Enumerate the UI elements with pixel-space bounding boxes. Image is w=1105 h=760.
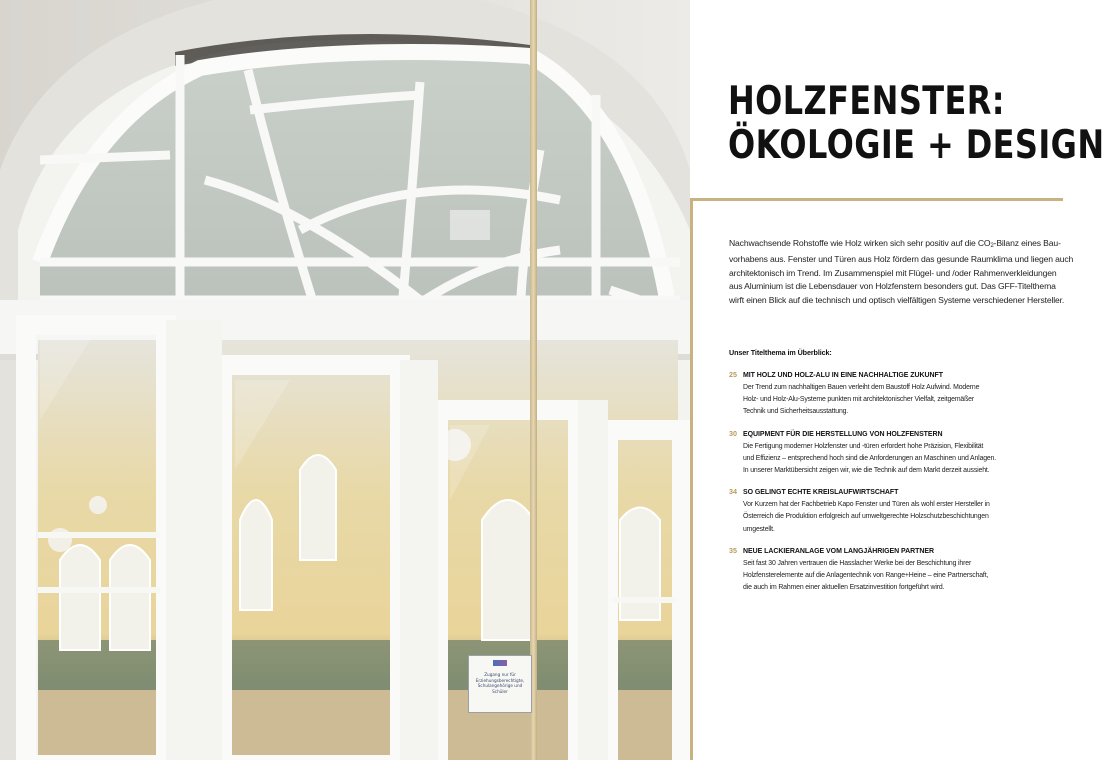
table-of-contents <box>729 370 1049 604</box>
gold-divider-vertical <box>690 198 693 760</box>
intro-line: aus Aluminium ist die Lebensdauer von Holzfenstern besonders gut. Das GFF-Titelthema <box>729 281 1056 292</box>
intro-line: wirft einen Blick auf die technisch und optisch vielfältigen Systeme verschiedener Hersteller. <box>729 294 1065 305</box>
sign-line: Schulangehörige und Schüler <box>477 683 523 694</box>
door-sign <box>468 655 532 713</box>
toc-heading: SO GELINGT ECHTE KREISLAUFWIRTSCHAFT <box>743 489 899 497</box>
toc-line: Holzfensterelemente auf die Anlagentechnik von Range+Heine – eine Partnerschaft, <box>743 572 989 580</box>
intro-subscript: 2 <box>990 243 994 249</box>
sign-logo-icon <box>493 660 507 666</box>
title-line-2: ÖKOLOGIE + DESIGN <box>728 123 1105 168</box>
toc-page-number: 35 <box>729 545 737 555</box>
sign-line: Erziehungsberechtigte, <box>475 677 525 683</box>
article-page <box>690 0 1105 760</box>
toc-line: Die Fertigung moderner Holzfenster und -türen erfordert hohe Präzision, Flexibilität <box>743 442 984 450</box>
toc-description <box>743 382 1049 419</box>
toc-line: Österreich die Produktion erfolgreich auf umweltgerechte Holzschutzbeschichtungen <box>743 513 989 521</box>
toc-line: Vor Kurzem hat der Fachbetrieb Kapo Fenster und Türen als wohl erster Hersteller in <box>743 501 990 509</box>
toc-title: Unser Titelthema im Überblick: <box>729 348 832 357</box>
toc-line: umgestellt. <box>743 525 775 533</box>
toc-heading: EQUIPMENT FÜR DIE HERSTELLUNG VON HOLZFENSTERN <box>743 430 943 438</box>
toc-item[interactable] <box>729 546 1049 595</box>
intro-line: vorhabens aus. Fenster und Türen aus Holz fördern das gesunde Raumklima und liegen auch <box>729 254 1074 265</box>
sign-line: Zugang nur für <box>484 672 516 677</box>
vertical-gold-rule <box>530 0 537 760</box>
toc-page-number: 34 <box>729 487 737 497</box>
toc-line: die auch im Rahmen einer aktuellen Ersatzinvestition fortgeführt wird. <box>743 584 945 592</box>
toc-heading: NEUE LACKIERANLAGE VOM LANGJÄHRIGEN PARTNER <box>743 547 935 555</box>
toc-description <box>743 499 1049 536</box>
toc-line: Der Trend zum nachhaltigen Bauen verleiht dem Baustoff Holz Aufwind. Moderne <box>743 384 980 391</box>
toc-description <box>743 441 1049 478</box>
intro-paragraph <box>729 237 1074 307</box>
toc-heading: MIT HOLZ UND HOLZ-ALU IN EINE NACHHALTIGE ZUKUNFT <box>743 372 944 379</box>
gold-divider-horizontal <box>690 198 1063 201</box>
intro-line <box>729 237 1061 253</box>
toc-page-number: 30 <box>729 428 737 438</box>
toc-line: Technik und Sicherheitsausstattung. <box>743 408 849 416</box>
toc-line: In unserer Marktübersicht zeigen wir, wie die Technik auf dem Markt derzeit aussieht. <box>743 467 990 475</box>
toc-line: Holz- und Holz-Alu-Systeme punkten mit architektonischer Vielfalt, zeitgemäßer <box>743 396 974 404</box>
toc-page-number: 25 <box>729 370 737 379</box>
title-line-1: HOLZFENSTER: <box>728 79 1006 124</box>
toc-item[interactable] <box>729 487 1049 536</box>
intro-text: -Bilanz eines Bau- <box>993 238 1061 248</box>
toc-line: und Effizienz – entsprechend hoch sind die Anforderungen an Maschinen und Anlagen. <box>743 454 997 462</box>
intro-text: Nachwachsende Rohstoffe wie Holz wirken sich sehr positiv auf die CO <box>729 238 991 248</box>
intro-line: architektonisch im Trend. Im Zusammenspiel mit Flügel- und /oder Rahmenverkleidungen <box>729 267 1057 278</box>
toc-item[interactable] <box>729 370 1049 419</box>
page-title <box>728 79 1105 168</box>
toc-item[interactable] <box>729 429 1049 478</box>
toc-description <box>743 558 1049 595</box>
toc-line: Seit fast 30 Jahren vertrauen die Hasslacher Werke bei der Beschichtung ihrer <box>743 559 972 567</box>
